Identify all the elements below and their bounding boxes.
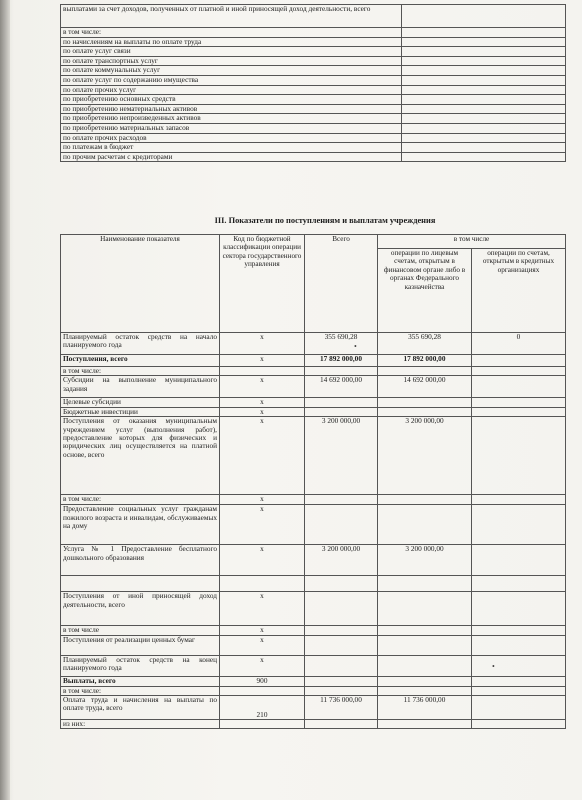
payments-breakdown-label: по приобретению нематериальных активов xyxy=(61,104,402,114)
payments-breakdown-row xyxy=(61,28,566,38)
payments-breakdown-body xyxy=(61,5,566,162)
table-row xyxy=(61,407,566,416)
row-indicator-name: Поступления, всего xyxy=(61,355,220,367)
row-budget-code: 210 xyxy=(220,696,305,720)
row-total: 17 892 000,00 xyxy=(305,355,378,367)
payments-breakdown-value xyxy=(402,95,566,105)
payments-breakdown-label: по оплате услуг связи xyxy=(61,47,402,57)
row-credit-amount xyxy=(472,376,566,398)
table-row xyxy=(61,376,566,398)
row-treasury-amount xyxy=(378,367,472,376)
row-total xyxy=(305,635,378,655)
row-credit-amount: 0 xyxy=(472,333,566,355)
table-row xyxy=(61,635,566,655)
payments-breakdown-label: по приобретению материальных запасов xyxy=(61,123,402,133)
payments-breakdown-row xyxy=(61,47,566,57)
header-total: Всего xyxy=(305,235,378,333)
payments-breakdown-row xyxy=(61,5,566,28)
row-treasury-amount: 14 692 000,00 xyxy=(378,376,472,398)
row-budget-code: 900 xyxy=(220,676,305,686)
row-credit-amount xyxy=(472,655,566,676)
row-total xyxy=(305,407,378,416)
payments-breakdown-value xyxy=(402,66,566,76)
row-treasury-amount xyxy=(378,655,472,676)
row-treasury-amount xyxy=(378,635,472,655)
row-budget-code xyxy=(220,576,305,592)
payments-breakdown-row xyxy=(61,123,566,133)
row-budget-code: х xyxy=(220,545,305,576)
row-credit-amount xyxy=(472,676,566,686)
row-treasury-amount: 3 200 000,00 xyxy=(378,545,472,576)
row-total: 3 200 000,00 xyxy=(305,545,378,576)
payments-breakdown-label: по оплате транспортных услуг xyxy=(61,56,402,66)
table-row xyxy=(61,545,566,576)
payments-breakdown-row xyxy=(61,114,566,124)
payments-breakdown-label: по оплате прочих услуг xyxy=(61,85,402,95)
row-total: 11 736 000,00 xyxy=(305,696,378,720)
row-budget-code: х xyxy=(220,505,305,545)
row-indicator-name: Поступления от оказания муниципальным учреждением услуг (выполнения работ), предоставление которых для физических и юридических лиц осуществляется на платной основе, всего xyxy=(61,417,220,495)
payments-breakdown-label: по приобретению основных средств xyxy=(61,95,402,105)
table-row xyxy=(61,655,566,676)
row-credit-amount xyxy=(472,720,566,729)
row-credit-amount xyxy=(472,398,566,407)
row-budget-code: х xyxy=(220,407,305,416)
row-treasury-amount: 355 690,28 xyxy=(378,333,472,355)
payments-breakdown-value xyxy=(402,56,566,66)
row-credit-amount xyxy=(472,592,566,626)
payments-breakdown-label: по платежам в бюджет xyxy=(61,143,402,153)
payments-breakdown-value xyxy=(402,37,566,47)
row-budget-code: х xyxy=(220,626,305,635)
table-row xyxy=(61,333,566,355)
row-credit-amount xyxy=(472,505,566,545)
payments-breakdown-value xyxy=(402,123,566,133)
table-row xyxy=(61,720,566,729)
receipts-payments-table xyxy=(60,234,566,729)
row-treasury-amount xyxy=(378,592,472,626)
header-indicator-name: Наименование показателя xyxy=(61,235,220,333)
row-budget-code xyxy=(220,367,305,376)
receipts-payments-body xyxy=(61,333,566,729)
row-total xyxy=(305,686,378,695)
row-treasury-amount: 11 736 000,00 xyxy=(378,696,472,720)
row-total xyxy=(305,720,378,729)
row-budget-code: х xyxy=(220,333,305,355)
row-budget-code xyxy=(220,720,305,729)
payments-breakdown-row xyxy=(61,95,566,105)
row-indicator-name: из них: xyxy=(61,720,220,729)
row-budget-code: х xyxy=(220,495,305,505)
payments-breakdown-label: по начислениям на выплаты по оплате труда xyxy=(61,37,402,47)
header-budget-code: Код по бюджетной классификации операции сектора государственного управления xyxy=(220,235,305,333)
row-credit-amount xyxy=(472,407,566,416)
table-row xyxy=(61,626,566,635)
scan-edge-shadow xyxy=(0,0,10,800)
table-row xyxy=(61,576,566,592)
row-budget-code xyxy=(220,686,305,695)
row-budget-code: х xyxy=(220,592,305,626)
row-total xyxy=(305,576,378,592)
row-budget-code: х xyxy=(220,355,305,367)
row-credit-amount xyxy=(472,545,566,576)
row-total xyxy=(305,676,378,686)
row-treasury-amount xyxy=(378,505,472,545)
payments-breakdown-value xyxy=(402,75,566,85)
payments-breakdown-row xyxy=(61,56,566,66)
table-row xyxy=(61,417,566,495)
row-indicator-name: Планируемый остаток средств на конец планируемого года xyxy=(61,655,220,676)
payments-breakdown-table xyxy=(60,4,566,162)
row-indicator-name: Поступления от иной приносящей доход деятельности, всего xyxy=(61,592,220,626)
row-indicator-name: Предоставление социальных услуг гражданам пожилого возраста и инвалидам, обслуживаемых на дому xyxy=(61,505,220,545)
payments-breakdown-row xyxy=(61,133,566,143)
header-treasury-accounts: операции по лицевым счетам, открытым в финансовом органе либо в органах Федерального казначейства xyxy=(378,249,472,333)
row-total xyxy=(305,367,378,376)
row-credit-amount xyxy=(472,635,566,655)
row-indicator-name: Субсидии на выполнение муниципального задания xyxy=(61,376,220,398)
row-indicator-name: Выплаты, всего xyxy=(61,676,220,686)
payments-breakdown-row xyxy=(61,37,566,47)
row-total xyxy=(305,505,378,545)
table-row xyxy=(61,686,566,695)
header-including: в том числе xyxy=(378,235,566,249)
table-row xyxy=(61,696,566,720)
row-indicator-name: в том числе: xyxy=(61,495,220,505)
payments-breakdown-value xyxy=(402,133,566,143)
row-treasury-amount xyxy=(378,407,472,416)
row-indicator-name: Планируемый остаток средств на начало планируемого года xyxy=(61,333,220,355)
row-treasury-amount: 3 200 000,00 xyxy=(378,417,472,495)
payments-breakdown-value xyxy=(402,28,566,38)
row-budget-code: х xyxy=(220,417,305,495)
row-total: 3 200 000,00 xyxy=(305,417,378,495)
row-treasury-amount xyxy=(378,626,472,635)
payments-breakdown-row xyxy=(61,152,566,162)
row-credit-amount xyxy=(472,626,566,635)
payments-breakdown-row xyxy=(61,143,566,153)
row-treasury-amount xyxy=(378,495,472,505)
row-indicator-name: Оплата труда и начисления на выплаты по оплате труда, всего xyxy=(61,696,220,720)
payments-breakdown-value xyxy=(402,5,566,28)
row-credit-amount xyxy=(472,495,566,505)
payments-breakdown-label: по оплате прочих расходов xyxy=(61,133,402,143)
header-credit-accounts: операции по счетам, открытым в кредитных организациях xyxy=(472,249,566,333)
table-row xyxy=(61,398,566,407)
row-credit-amount xyxy=(472,417,566,495)
row-indicator-name: в том числе: xyxy=(61,367,220,376)
row-treasury-amount xyxy=(378,576,472,592)
payments-breakdown-value xyxy=(402,114,566,124)
table-row xyxy=(61,505,566,545)
row-total: 14 692 000,00 xyxy=(305,376,378,398)
row-total xyxy=(305,495,378,505)
row-indicator-name: Целевые субсидии xyxy=(61,398,220,407)
payments-breakdown-label: по оплате коммунальных услуг xyxy=(61,66,402,76)
section-title: III. Показатели по поступлениям и выплатам учреждения xyxy=(214,216,436,225)
row-credit-amount xyxy=(472,686,566,695)
table-row xyxy=(61,676,566,686)
row-indicator-name: Услуга № 1 Предоставление бесплатного дошкольного образования xyxy=(61,545,220,576)
payments-breakdown-label: в том числе: xyxy=(61,28,402,38)
row-budget-code: х xyxy=(220,655,305,676)
row-credit-amount xyxy=(472,696,566,720)
row-treasury-amount xyxy=(378,676,472,686)
row-treasury-amount xyxy=(378,686,472,695)
row-indicator-name xyxy=(61,576,220,592)
table-row xyxy=(61,355,566,367)
row-budget-code: х xyxy=(220,635,305,655)
payments-breakdown-label: выплатами за счет доходов, полученных от платной и иной приносящей доход деятельности, всего xyxy=(61,5,402,28)
row-credit-amount xyxy=(472,576,566,592)
table-row xyxy=(61,367,566,376)
row-indicator-name: Поступления от реализации ценных бумаг xyxy=(61,635,220,655)
row-total xyxy=(305,398,378,407)
payments-breakdown-row xyxy=(61,104,566,114)
row-budget-code: х xyxy=(220,376,305,398)
table-row xyxy=(61,495,566,505)
row-total: 355 690,28 xyxy=(305,333,378,355)
row-treasury-amount xyxy=(378,720,472,729)
row-treasury-amount: 17 892 000,00 xyxy=(378,355,472,367)
row-treasury-amount xyxy=(378,398,472,407)
payments-breakdown-value xyxy=(402,85,566,95)
scan-speck: • xyxy=(492,662,495,671)
payments-breakdown-value xyxy=(402,47,566,57)
payments-breakdown-value xyxy=(402,104,566,114)
payments-breakdown-label: по приобретению непроизведенных активов xyxy=(61,114,402,124)
payments-breakdown-row xyxy=(61,85,566,95)
payments-breakdown-label: по прочим расчетам с кредиторами xyxy=(61,152,402,162)
payments-breakdown-value xyxy=(402,143,566,153)
payments-breakdown-value xyxy=(402,152,566,162)
row-total xyxy=(305,592,378,626)
row-budget-code: х xyxy=(220,398,305,407)
payments-breakdown-label: по оплате услуг по содержанию имущества xyxy=(61,75,402,85)
row-indicator-name: в том числе xyxy=(61,626,220,635)
scan-speck: • xyxy=(354,342,357,351)
row-total xyxy=(305,655,378,676)
table-row xyxy=(61,592,566,626)
row-indicator-name: в том числе: xyxy=(61,686,220,695)
row-credit-amount xyxy=(472,367,566,376)
row-total xyxy=(305,626,378,635)
row-indicator-name: Бюджетные инвестиции xyxy=(61,407,220,416)
row-credit-amount xyxy=(472,355,566,367)
payments-breakdown-row xyxy=(61,75,566,85)
payments-breakdown-row xyxy=(61,66,566,76)
